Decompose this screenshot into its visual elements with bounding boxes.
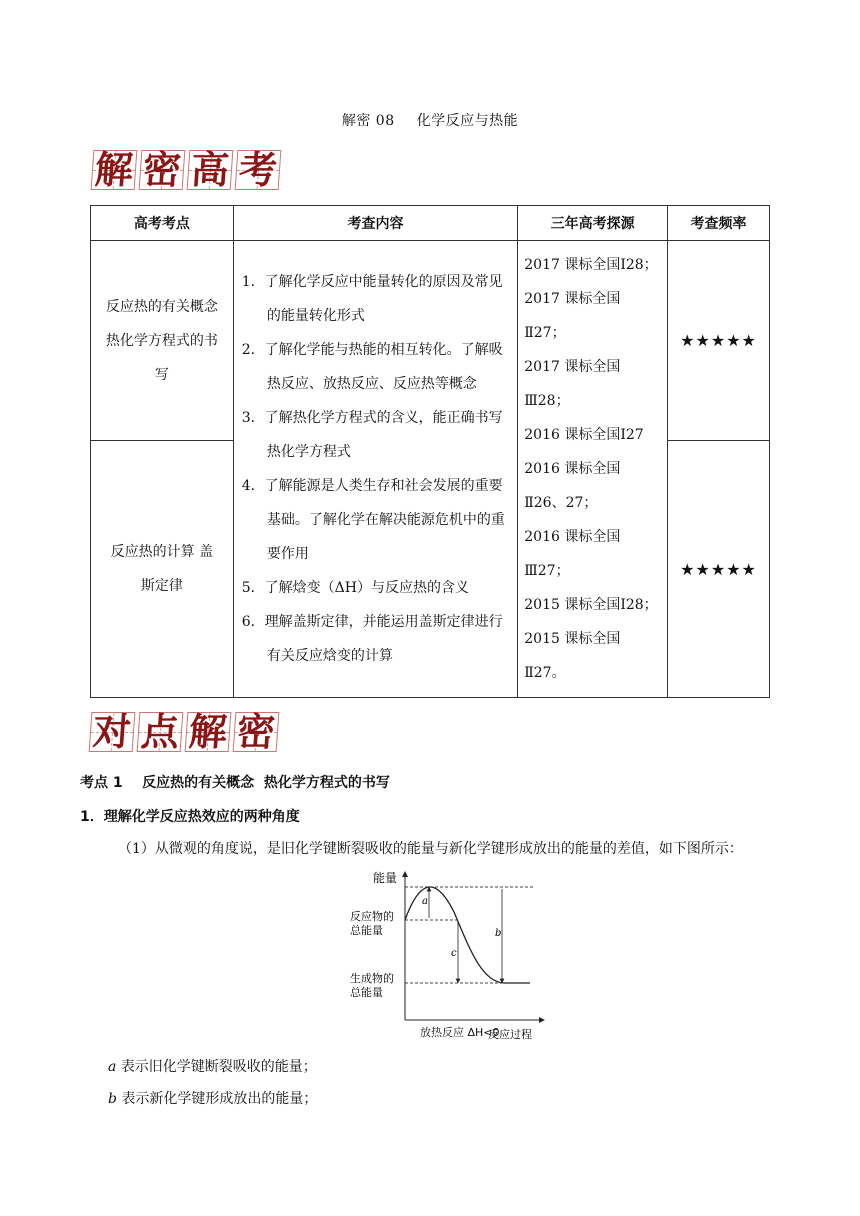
header-frequency: 考查频率 [668,206,770,241]
banner-bottom-char: 对 [89,712,136,752]
sub-heading: 1．理解化学反应热效应的两种角度 [80,809,300,825]
topic-cell: 反应热的计算 盖 斯定律 [91,441,234,698]
banner-top-char: 考 [235,150,282,190]
banner-top-char: 密 [139,150,186,190]
kp-heading: 考点 1 反应热的有关概念 热化学方程式的书写 [80,775,390,791]
source-item: 2017 课标全国Ⅲ28； [524,359,621,409]
content-item: 4．了解能源是人类生存和社会发展的重要基础。了解化学在解决能源危机中的重要作用 [241,478,505,562]
banner-top [92,147,280,192]
banner-top-char: 高 [187,150,234,190]
banner-bottom-char: 解 [185,712,232,752]
content-cell [233,241,518,698]
source-item: 2017 课标全国Ⅱ27； [524,291,621,341]
frequency-stars: ★★★★★ [668,241,770,441]
source-item: 2016 课标全国Ⅱ26、27； [524,461,621,511]
header-content: 考查内容 [233,206,518,241]
source-cell [518,241,668,698]
content-item: 6．理解盖斯定律，并能运用盖斯定律进行有关反应焓变的计算 [241,614,503,664]
banner-bottom [90,709,278,754]
x-axis-label: 反应过程 [488,1028,532,1041]
table-header-row [91,206,770,241]
banner-top-char: 解 [91,150,138,190]
reactant-label-1: 反应物的 [350,910,394,923]
product-label-2: 总能量 [350,986,383,999]
page-title-part1: 解密 08 [341,113,395,129]
banner-bottom-char: 点 [137,712,184,752]
page-title [0,110,860,130]
content-item: 5．了解焓变（ΔH）与反应热的含义 [241,580,469,596]
topic-cell: 反应热的有关概念 热化学方程式的书 写 [91,241,234,441]
table-row [91,241,770,441]
content-item: 1．了解化学反应中能量转化的原因及常见的能量转化形式 [241,274,503,324]
banner-bottom-char: 密 [233,712,280,752]
line-a: a 表示旧化学键断裂吸收的能量； [108,1059,317,1075]
energy-diagram [330,862,550,1042]
reactant-label-2: 总能量 [350,924,383,937]
header-source: 三年高考探源 [518,206,668,241]
content-item: 3．了解热化学方程式的含义，能正确书写热化学方程式 [241,410,503,460]
exam-topics-table [90,205,770,698]
source-item: 2015 课标全国Ⅰ28； [524,597,658,613]
arrow-b-label: b [495,928,502,939]
source-item: 2016 课标全国Ⅰ27 [524,427,644,443]
frequency-stars: ★★★★★ [668,441,770,698]
source-item: 2015 课标全国Ⅱ27。 [524,631,621,681]
paragraph-microscopic: （1）从微观的角度说，是旧化学键断裂吸收的能量与新化学键形成放出的能量的差值，如下图所示： [118,841,743,857]
source-item: 2016 课标全国Ⅲ27； [524,529,621,579]
content-item: 2．了解化学能与热能的相互转化。了解吸热反应、放热反应、反应热等概念 [241,342,503,392]
header-topic: 高考考点 [91,206,234,241]
product-label-1: 生成物的 [350,972,394,985]
y-axis-label: 能量 [373,871,398,885]
arrow-c-label: c [451,948,457,959]
page-title-part2: 化学反应与热能 [416,113,519,129]
source-item: 2017 课标全国Ⅰ28； [524,257,658,273]
diagram-caption: 放热反应 ΔH<0 [420,1026,500,1039]
arrow-a-label: a [422,896,428,907]
line-b: b 表示新化学键形成放出的能量； [108,1091,318,1107]
